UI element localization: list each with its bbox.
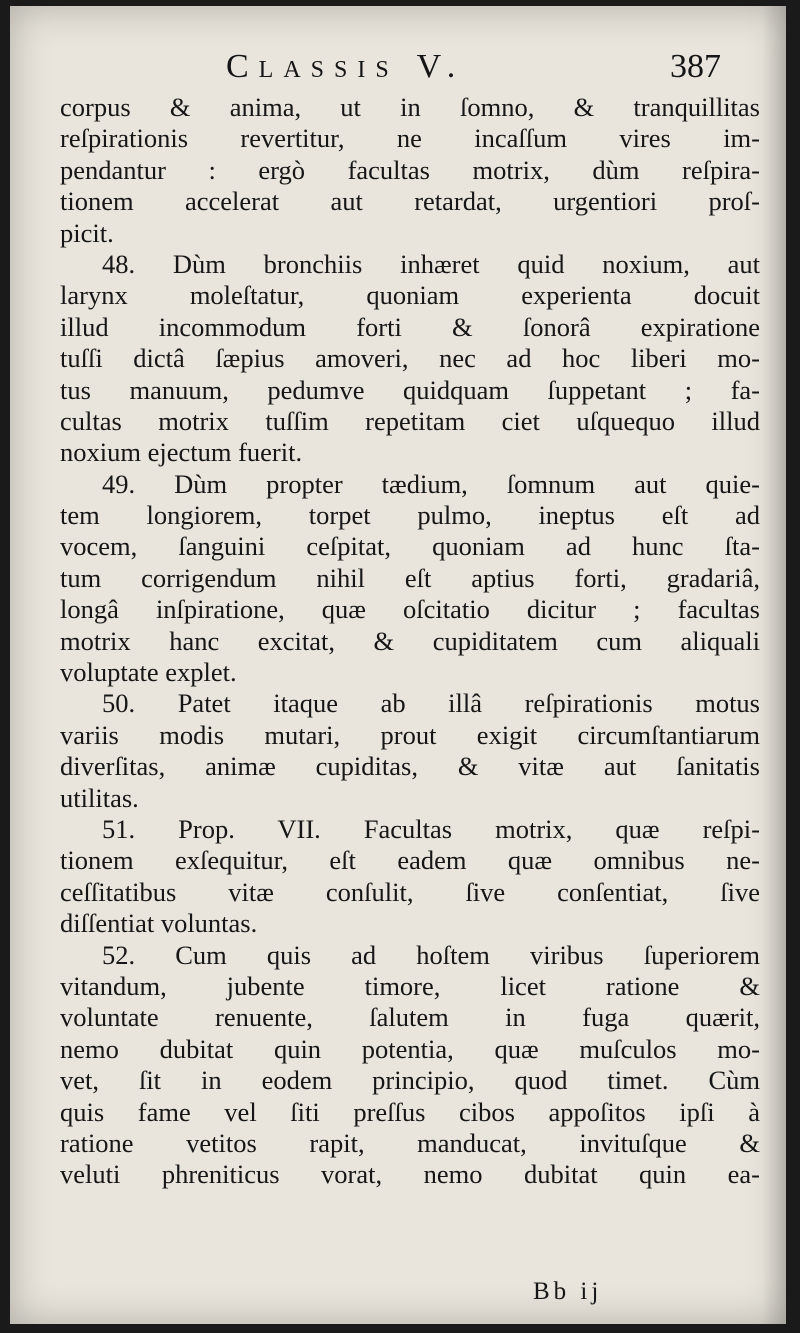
text-line: utilitas. [60,782,139,813]
text-line: 48. Dùm bronchiis inhæret quid noxium, aut [102,248,760,279]
text-line: vitandum, jubente timore, licet ratione & [60,970,760,1001]
text-line: variis modis mutari, prout exigit circumſtantiarum [60,719,760,750]
text-line: 52. Cum quis ad hoſtem viribus ſuperiorem [102,939,760,970]
text-line: picit. [60,217,114,248]
text-line: ratione vetitos rapit, manducat, invituſque & [60,1127,760,1158]
text-line: 50. Patet itaque ab illâ reſpirationis motus [102,688,760,719]
text-line: noxium ejectum fuerit. [60,437,303,468]
text-line: tionem accelerat aut retardat, urgentiori proſ- [60,186,760,217]
text-line: vet, ſit in eodem principio, quod timet. Cùm [60,1065,760,1096]
text-line: diſſentiat voluntas. [60,908,258,939]
book-page [10,6,786,1324]
text-line: larynx moleſtatur, quoniam experienta docuit [60,280,760,311]
text-line: longâ inſpiratione, quæ oſcitatio dicitur ; facultas [60,594,760,625]
text-line: tum corrigendum nihil eſt aptius forti, gradariâ, [60,562,760,593]
text-line: diverſitas, animæ cupiditas, & vitæ aut ſanitatis [60,751,760,782]
text-line: nemo dubitat quin potentia, quæ muſculos mo- [60,1033,760,1064]
text-line: cultas motrix tuſſim repetitam ciet uſquequo illud [60,405,760,436]
text-line: tem longiorem, torpet pulmo, ineptus eſt ad [60,500,760,531]
text-line: tuſſi dictâ ſæpius amoveri, nec ad hoc liberi mo- [60,343,760,374]
signature-mark: Bb ij [533,1278,603,1305]
text-line: 51. Prop. VII. Facultas motrix, quæ reſpi- [102,813,760,844]
text-line: pendantur : ergò facultas motrix, dùm reſpira- [60,154,760,185]
text-line: quis fame vel ſiti preſſus cibos appoſitos ipſi à [60,1096,760,1127]
page-number: 387 [670,48,721,85]
text-line: tionem exſequitur, eſt eadem quæ omnibus ne- [60,845,760,876]
text-line: illud incommodum forti & ſonorâ expiratione [60,311,760,342]
text-line: reſpirationis revertitur, ne incaſſum vires im- [60,123,760,154]
text-line: voluntate renuente, ſalutem in fuga quærit, [60,1002,760,1033]
text-line: ceſſitatibus vitæ conſulit, ſive conſentiat, ſive [60,876,760,907]
body-text [60,92,760,1191]
text-line: voluptate explet. [60,657,237,688]
text-line: veluti phreniticus vorat, nemo dubitat quin ea- [60,1159,760,1190]
text-line: motrix hanc excitat, & cupiditatem cum aliquali [60,625,760,656]
running-head: Classis V. [226,48,466,85]
page-header [10,48,786,92]
text-line: 49. Dùm propter tædium, ſomnum aut quie- [102,468,760,499]
text-line: tus manuum, pedumve quidquam ſuppetant ; fa- [60,374,760,405]
text-line: vocem, ſanguini ceſpitat, quoniam ad hunc ſta- [60,531,760,562]
scan-shadow-edge [762,6,786,1324]
text-line: corpus & anima, ut in ſomno, & tranquillitas [60,92,760,122]
